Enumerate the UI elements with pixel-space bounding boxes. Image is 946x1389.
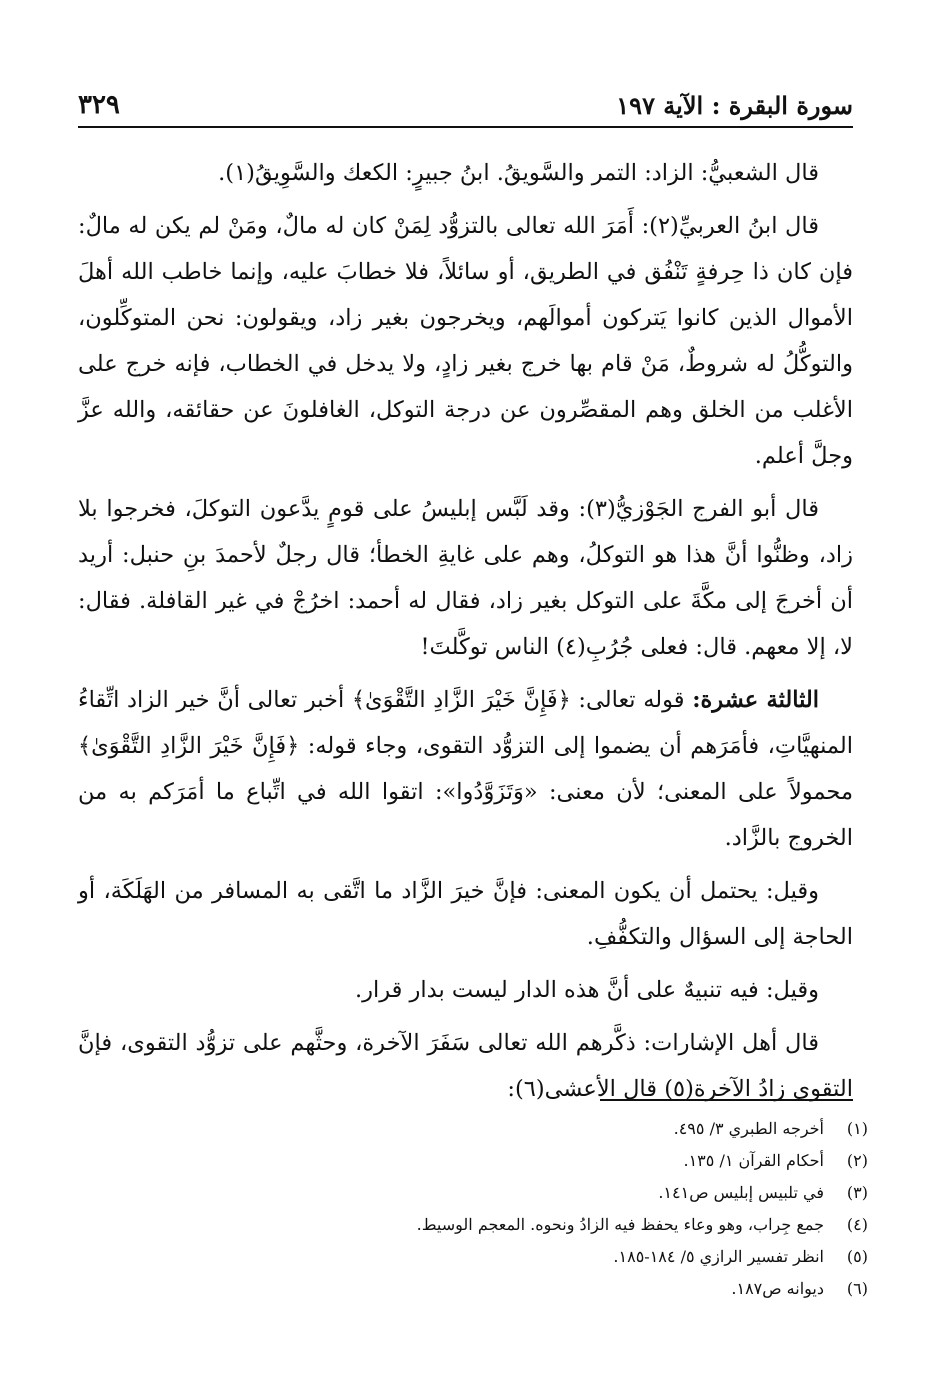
paragraph bbox=[78, 203, 853, 479]
footnote-text: ديوانه ص١٨٧. bbox=[731, 1279, 824, 1298]
paragraph-text: قال أهل الإشارات: ذكَّرهم الله تعالى سَفَرَ الآخرة، وحثَّهم على تزوُّد التقوى، فإنَّ التقوى زادُ الآخرة(٥) قال الأعشى(٦): bbox=[78, 1030, 853, 1102]
footnote-separator bbox=[600, 1099, 853, 1101]
running-header bbox=[78, 82, 853, 128]
footnote bbox=[78, 1273, 868, 1305]
footnote-text: انظر تفسير الرازي ٥/ ١٨٤-١٨٥. bbox=[613, 1247, 824, 1266]
paragraph bbox=[78, 868, 853, 960]
footnote bbox=[78, 1145, 868, 1177]
paragraph-text: قال أبو الفرج الجَوْزيُّ(٣): وقد لَبَّس إبليسُ على قومٍ يدَّعون التوكلَ، فخرجوا بلا زاد، وظنُّوا أنَّ هذا هو التوكلُ، وهم على غايةِ الخطأ؛ قال رجلٌ لأحمدَ بنِ حنبل: أريد أن أخرجَ إلى مكَّةَ على التوكل بغير زاد، فقال له أحمد: اخرُجْ في غير القافلة. فقال: لا، إلا معهم. قال: فعلى جُرُبِ(٤) الناس توكَّلتَ! bbox=[78, 496, 853, 660]
paragraph-lead: الثالثة عشرة: bbox=[692, 687, 819, 713]
footnote bbox=[78, 1209, 868, 1241]
footnote-number: (٢) bbox=[846, 1151, 868, 1170]
paragraph bbox=[78, 677, 853, 861]
footnote bbox=[78, 1177, 868, 1209]
paragraph bbox=[78, 967, 853, 1013]
paragraph bbox=[78, 150, 853, 196]
paragraph-text: وقيل: يحتمل أن يكون المعنى: فإنَّ خيرَ الزَّاد ما اتَّقى به المسافر من الهَلَكَة، أو الحاجة إلى السؤال والتكفُّفِ. bbox=[78, 878, 853, 950]
footnote-number: (٣) bbox=[846, 1183, 868, 1202]
page-number: ٣٢٩ bbox=[78, 90, 120, 120]
paragraph-text: قال الشعبيُّ: الزاد: التمر والسَّويقُ. ابنُ جبيرٍ: الكعك والسَّوِيقُ(١). bbox=[218, 160, 819, 186]
footnote-text: أحكام القرآن ١/ ١٣٥. bbox=[683, 1151, 824, 1170]
footnote-number: (٦) bbox=[846, 1279, 868, 1298]
footnote bbox=[78, 1113, 868, 1145]
footnote-number: (١) bbox=[846, 1119, 868, 1138]
footnote-number: (٥) bbox=[846, 1247, 868, 1266]
paragraph-text: قوله تعالى: ﴿فَإِنَّ خَيْرَ الزَّادِ التَّقْوَىٰ﴾ أخبر تعالى أنَّ خير الزاد اتِّقاءُ المنهيَّاتِ، فأمَرَهم أن يضموا إلى التزوُّد التقوى، وجاء قوله: ﴿فَإِنَّ خَيْرَ الزَّادِ التَّقْوَىٰ﴾ محمولاً على المعنى؛ لأن معنى: «وَتَزَوَّدُوا»: اتقوا الله في اتِّباع ما أمَرَكم به من الخروج بالزَّاد. bbox=[78, 687, 853, 851]
footnote-text: جمع جِراب، وهو وعاء يحفظ فيه الزادُ ونحوه. المعجم الوسيط. bbox=[416, 1215, 824, 1234]
footnote bbox=[78, 1241, 868, 1273]
footnote-number: (٤) bbox=[846, 1215, 868, 1234]
footnote-text: أخرجه الطبري ٣/ ٤٩٥. bbox=[673, 1119, 824, 1138]
main-text bbox=[78, 150, 853, 1119]
footnote-text: في تلبيس إبليس ص١٤١. bbox=[658, 1183, 824, 1202]
paragraph-text: قال ابنُ العربيِّ(٢): أَمَرَ الله تعالى بالتزوُّد لِمَنْ كان له مالٌ، ومَنْ لم يكن له مالٌ: فإن كان ذا حِرفةٍ تَنْفُق في الطريق، أو سائلاً، فلا خطابَ عليه، وإنما خاطب الله أهلَ الأموال الذين كانوا يَتركون أموالَهم، ويخرجون بغير زاد، ويقولون: نحن المتوكِّلون، والتوكُّلُ له شروطٌ، مَنْ قام بها خرج بغير زادٍ، ولا يدخل في الخطاب، فإنه خرج على الأغلب من الخلق وهم المقصِّرون عن درجة التوكل، الغافلونَ عن حقائقه، والله عزَّ وجلَّ أعلم. bbox=[78, 213, 853, 469]
paragraph bbox=[78, 486, 853, 670]
paragraph-text: وقيل: فيه تنبيهٌ على أنَّ هذه الدار ليست بدار قرار. bbox=[354, 977, 819, 1003]
footnotes bbox=[78, 1113, 868, 1305]
header-title: سورة البقرة : الآية ١٩٧ bbox=[616, 91, 853, 120]
